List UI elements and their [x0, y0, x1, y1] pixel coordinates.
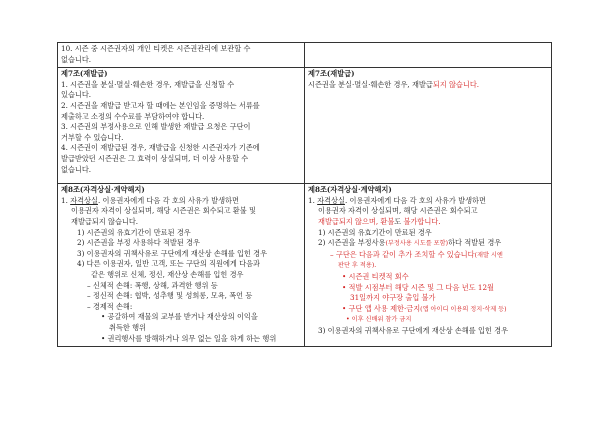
- text-segment: 1.: [308, 195, 318, 205]
- text-line: • 공갈하여 재물의 교부를 받거나 재산상의 이익을: [101, 312, 258, 322]
- text-line: • 권리행사를 방해하거나 의무 없는 일을 하게 하는 행위: [101, 333, 277, 343]
- table-row: [58, 184, 552, 347]
- text-line: 있습니다.: [61, 90, 92, 100]
- clause-6-item-10-revised: [305, 43, 552, 68]
- clause-title: 제8조(자격상실·계약해지): [61, 185, 145, 195]
- text-line: 같은 행위로 신체, 정신, 재산상 손해를 입힌 경우: [91, 269, 244, 279]
- clause-title: 제8조(자격상실·계약해지): [308, 185, 392, 195]
- clause-7-revised: [305, 68, 552, 184]
- text-line: 3. 시즌권의 부정사용으로 인해 발생한 재발급 요청은 구단이: [61, 122, 251, 132]
- table-row: [58, 68, 552, 184]
- text-segment: 도: [394, 216, 404, 226]
- text-line: 2. 시즌권을 재발급 받고자 할 때에는 본인임을 증명하는 서류를: [61, 100, 260, 110]
- revised-text-segment: 되지 않습니다.: [432, 79, 480, 89]
- text-segment: . 이용권자에게 다음 각 호의 사유가 발생하면: [344, 195, 486, 205]
- revised-text-segment: • 구단 앱 사용 제한·금지: [342, 303, 421, 313]
- terms-comparison-table: [57, 42, 552, 347]
- text-line: 이용권자 자격이 상실되며, 해당 시즌권은 회수되고: [318, 206, 478, 216]
- text-line: 2) 시즌권을 부정 사용하다 적발된 경우: [77, 238, 200, 248]
- revised-text-line: 31일까지 야구장 출입 불가: [350, 293, 436, 303]
- text-line: 없습니다.: [61, 54, 92, 64]
- revised-note: 판단 후 적용).: [338, 262, 377, 270]
- clause-title: 제7조(재발급): [61, 69, 108, 79]
- clause-6-item-10-current: [58, 43, 305, 68]
- underlined-term: 자격상실: [70, 195, 98, 205]
- text-segment: 하다 적발된 경우: [448, 238, 502, 248]
- text-line: [308, 217, 548, 228]
- revised-text-segment: (부정사용 시도를 포함): [385, 240, 449, 248]
- text-line: 1. 시즌권을 분실·멸실·훼손한 경우, 재발급을 신청할 수: [61, 79, 235, 89]
- text-line: 발급받았던 시즌권은 그 효력이 상실되며, 더 이상 사용할 수: [61, 153, 249, 163]
- text-line: 없습니다.: [61, 164, 92, 174]
- text-line: 제출하고 소정의 수수료를 부담하여야 합니다.: [61, 111, 205, 121]
- text-line: 거부할 수 있습니다.: [61, 132, 124, 142]
- text-line: [308, 304, 548, 316]
- clause-8-current: [58, 184, 305, 347]
- text-line: [308, 80, 548, 91]
- text-line: – 경제적 손해:: [87, 301, 133, 311]
- revised-text-segment: – 구단은 다음과 같이 추가 조치할 수 있습니다: [330, 249, 475, 259]
- clause-8-revised: [305, 184, 552, 347]
- text-line: 재발급되지 않습니다.: [71, 216, 139, 226]
- revised-text-line: • 적발 시점부터 해당 시즌 및 그 다음 년도 12월: [342, 282, 494, 292]
- underlined-term: 자격상실: [317, 195, 345, 205]
- text-line: 4) 다른 이용권자, 일반 고객, 또는 구단의 직원에게 다음과: [77, 259, 260, 269]
- revised-text-line: • 시즌권 티켓적 회수: [342, 271, 409, 281]
- text-line: 3) 이용권자의 귀책사유로 구단에게 재산상 손해를 입힌 경우: [77, 248, 268, 258]
- text-line: [61, 196, 301, 207]
- text-line: [308, 250, 548, 262]
- text-line: 1) 시즌권의 유효기간이 만료된 경우: [77, 227, 191, 237]
- text-line: 10. 시즌 중 시즌권자의 개인 티켓은 시즌권관리에 보관할 수: [61, 44, 251, 53]
- clause-title: 제7조(재발급): [308, 69, 355, 79]
- text-line: 1) 시즌권의 유효기간이 만료된 경우: [318, 227, 432, 237]
- text-line: 이용권자 자격이 상실되며, 해당 시즌권은 회수되고 환불 및: [71, 206, 256, 216]
- clause-7-current: [58, 68, 305, 184]
- text-line: [308, 238, 548, 250]
- text-segment: 1.: [61, 195, 71, 205]
- text-segment: . 이용권자에게 다음 각 호의 사유가 발생하면: [97, 195, 239, 205]
- text-segment: 2) 시즌권을 부정사용: [318, 238, 386, 248]
- revised-note: (앱 아이디 이용의 정지·삭제 등): [420, 305, 507, 313]
- text-line: 취득한 행위: [109, 322, 147, 332]
- text-line: – 신체적 손해: 폭행, 상해, 과격한 행위 등: [87, 280, 218, 290]
- revised-note: • 이후 신배위 참가 금지: [346, 316, 412, 324]
- revised-note: (재발 시엔: [474, 251, 503, 259]
- text-segment: 시즌권을 분실·멸실·훼손한 경우, 재발급: [308, 79, 433, 89]
- table-row: [58, 43, 552, 68]
- revised-text-segment: 불가합니다.: [403, 216, 441, 226]
- text-line: [308, 196, 548, 207]
- revised-text-segment: 재발급되지 않으며, 환불: [318, 216, 395, 226]
- text-line: – 정신적 손해: 협박, 성추행 및 성희롱, 모욕, 폭언 등: [87, 291, 253, 301]
- text-line: 4. 시즌권이 재발급된 경우, 재발급을 신청한 시즌권자가 기존에: [61, 143, 260, 153]
- text-line: 3) 이용권자의 귀책사유로 구단에게 재산상 손해를 입힌 경우: [318, 325, 509, 335]
